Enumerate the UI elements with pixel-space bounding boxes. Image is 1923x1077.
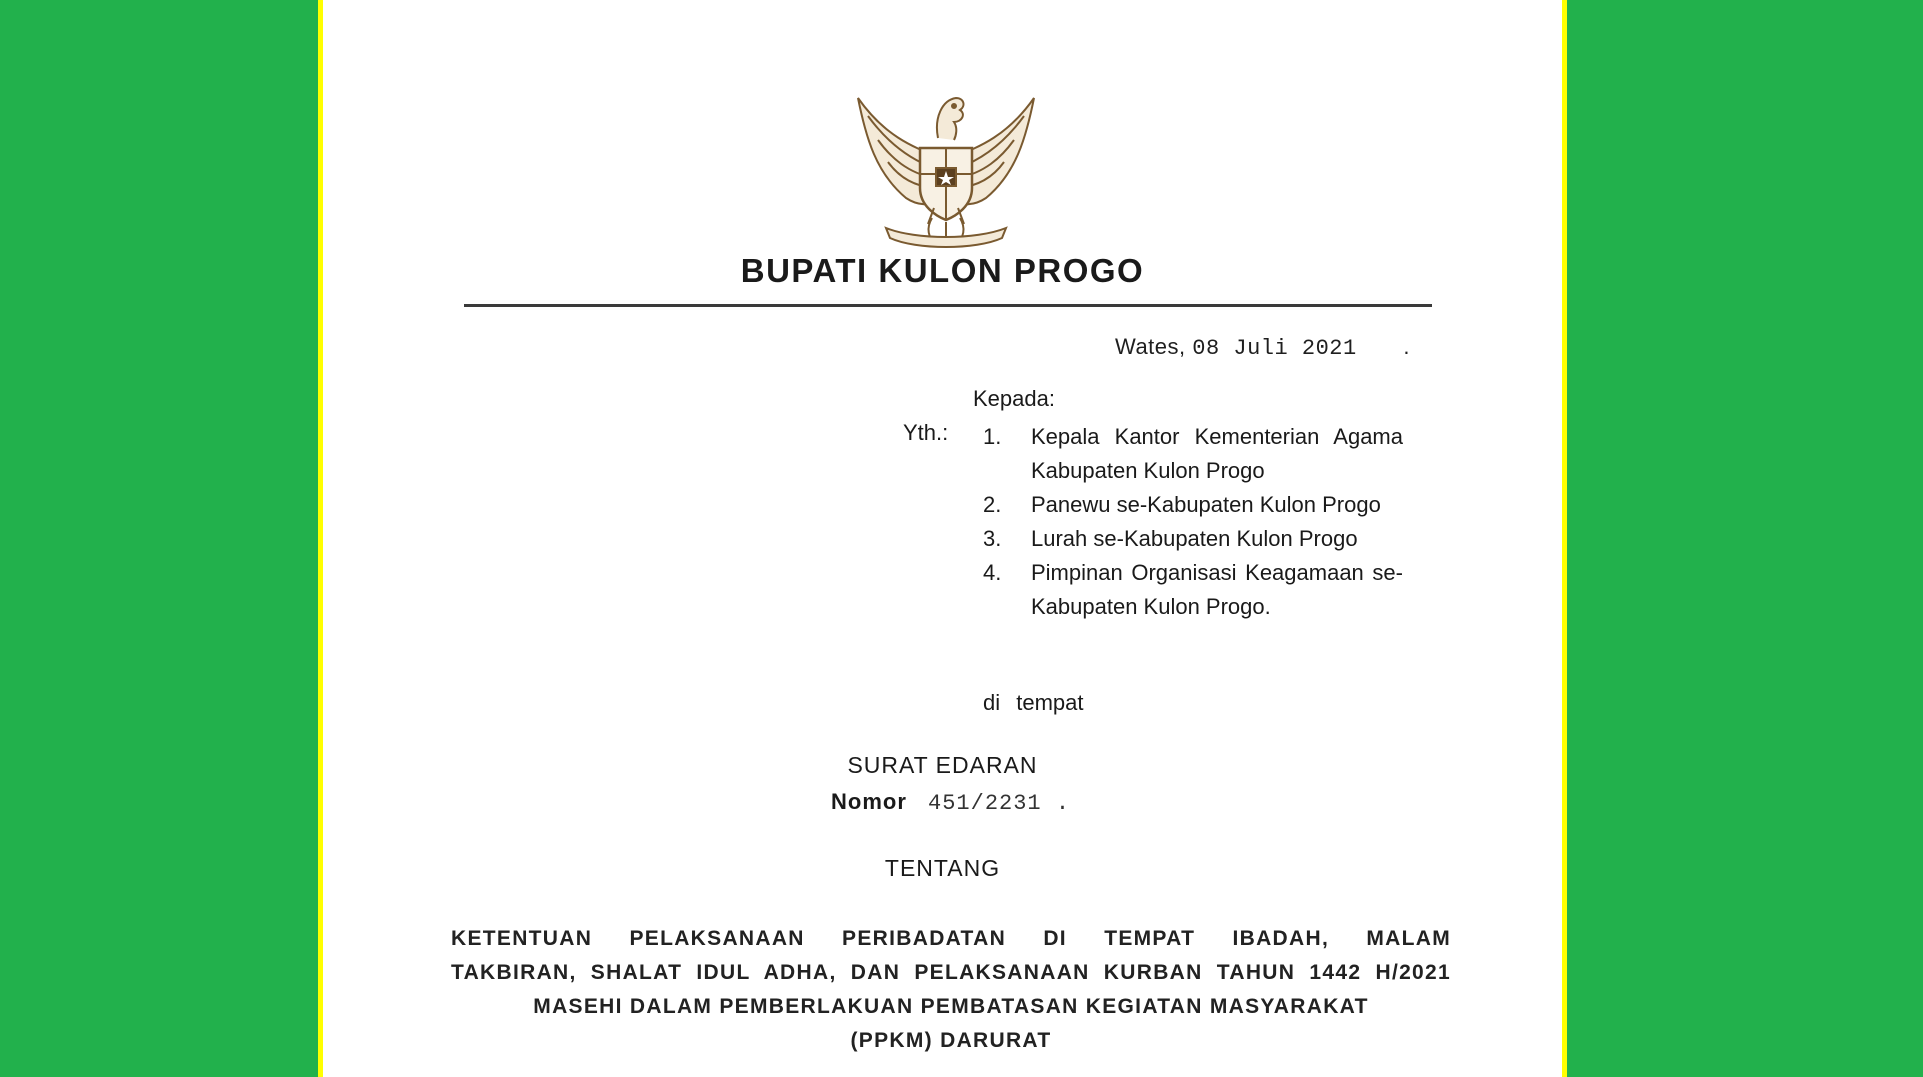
subject-line: TAKBIRAN, SHALAT IDUL ADHA, DAN PELAKSANAAN KURBAN TAHUN 1442 H/2021: [451, 961, 1451, 984]
letter-date: 08 Juli 2021: [1192, 336, 1357, 361]
document-number: [831, 789, 1070, 816]
list-item: [983, 420, 1403, 488]
di-tempat: di tempat: [983, 690, 1084, 715]
list-text: Lurah se-Kabupaten Kulon Progo: [1031, 526, 1358, 551]
list-text: Pimpinan Organisasi Keagamaan se-Kabupaten Kulon Progo.: [1031, 560, 1403, 619]
place-date: [1115, 334, 1410, 361]
header-divider: [464, 304, 1432, 307]
recipient-list: [983, 420, 1403, 624]
garuda-emblem-icon: [846, 78, 1046, 256]
list-text: Kepala Kantor Kementerian Agama Kabupaten Kulon Progo: [1031, 424, 1403, 483]
subject-block: [451, 922, 1451, 1058]
list-number: 2.: [983, 492, 1002, 517]
document-page: [323, 0, 1562, 1077]
list-number: 4.: [983, 560, 1002, 585]
subject-line: KETENTUAN PELAKSANAAN PERIBADATAN DI TEMPAT IBADAH, MALAM: [451, 927, 1451, 950]
subject-line: MASEHI DALAM PEMBERLAKUAN PEMBATASAN KEGIATAN MASYARAKAT: [533, 995, 1369, 1018]
list-item: [983, 522, 1403, 556]
list-number: 3.: [983, 526, 1002, 551]
header-title: BUPATI KULON PROGO: [740, 252, 1145, 289]
list-text: Panewu se-Kabupaten Kulon Progo: [1031, 492, 1381, 517]
place-label: Wates,: [1115, 334, 1186, 359]
nomor-label: Nomor: [831, 789, 907, 814]
list-item: [983, 488, 1403, 522]
list-number: 1.: [983, 424, 1002, 449]
page-border-right: [1562, 0, 1567, 1077]
list-item: [983, 556, 1403, 624]
tentang-heading: TENTANG: [884, 855, 1001, 881]
subject-line: (PPKM) DARURAT: [850, 1029, 1052, 1052]
kepada-label: Kepada:: [973, 386, 1055, 411]
yth-label: Yth.:: [903, 420, 949, 445]
document-type-title: SURAT EDARAN: [847, 752, 1038, 778]
nomor-value: 451/2231 .: [928, 791, 1071, 816]
date-suffix: .: [1403, 334, 1410, 359]
